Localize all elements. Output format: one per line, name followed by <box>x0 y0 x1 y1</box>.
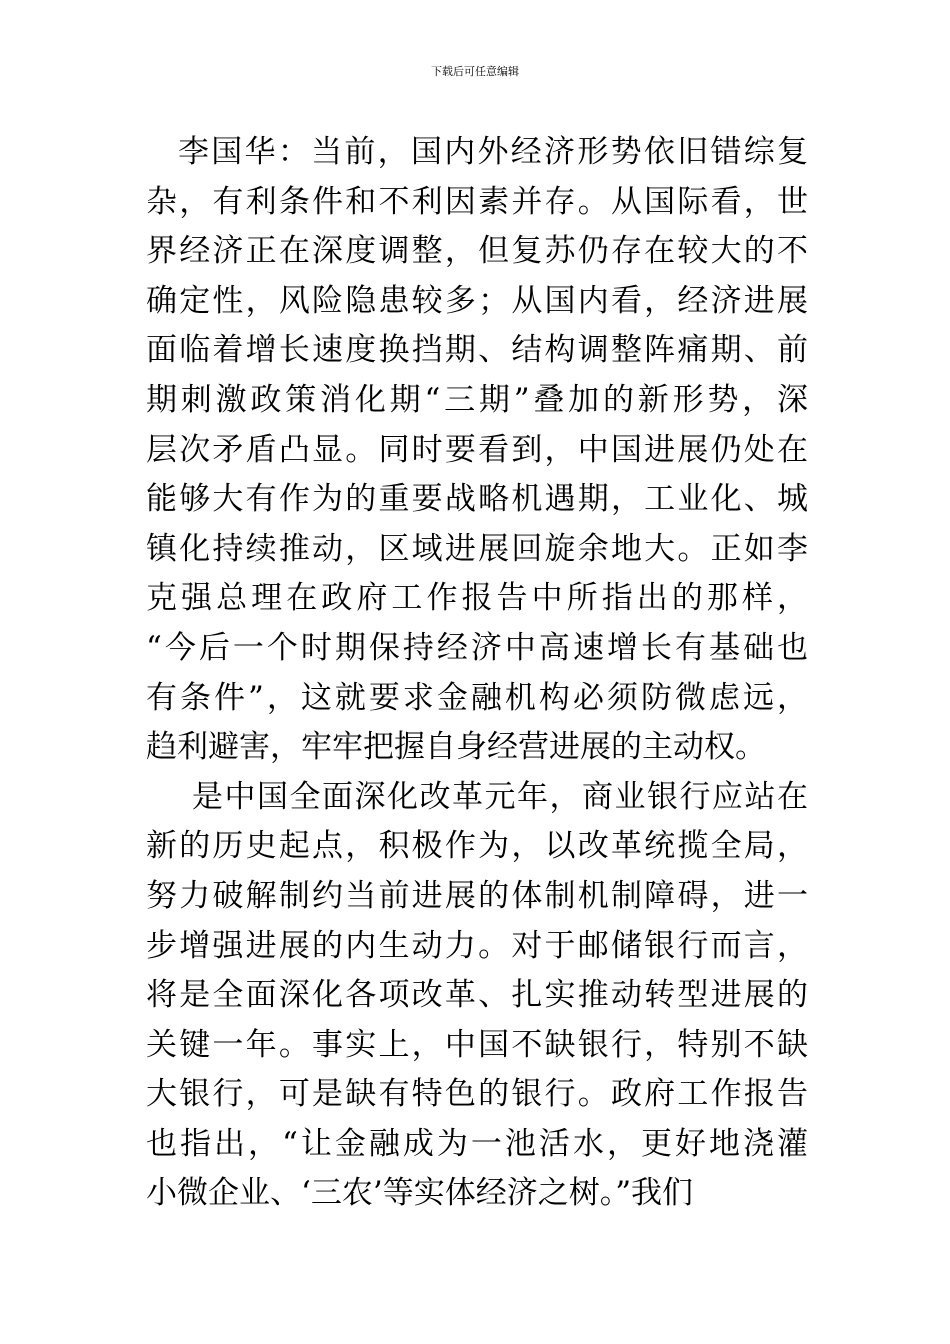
paragraph-2 <box>146 773 808 1219</box>
text-line: 有条件”，这就要求金融机构必须防微虑远， <box>146 679 808 716</box>
text-line: 杂，有利条件和不利因素并存。从国际看，世 <box>146 183 808 220</box>
text-line: 层次矛盾凸显。同时要看到，中国进展仍处在 <box>146 431 808 468</box>
text-line: 小微企业、‘三农’等实体经济之树。”我们 <box>146 1175 694 1212</box>
text-line: 新的历史起点，积极作为，以改革统揽全局， <box>146 828 808 865</box>
text-line: 是中国全面深化改革元年，商业银行应站在 <box>192 778 808 815</box>
text-line: 将是全面深化各项改革、扎实推动转型进展的 <box>146 977 808 1014</box>
page-header: 下载后可任意编辑 <box>431 65 519 78</box>
text-line: 镇化持续推动，区域进展回旋余地大。正如李 <box>146 530 808 567</box>
text-line: 期刺激政策消化期“三期”叠加的新形势，深 <box>146 381 808 418</box>
document-body <box>146 128 808 1219</box>
text-line: 努力破解制约当前进展的体制机制障碍，进一 <box>146 877 808 914</box>
paragraph-1 <box>146 128 808 773</box>
text-line: 克强总理在政府工作报告中所指出的那样， <box>146 580 808 617</box>
text-line: 关键一年。事实上，中国不缺银行，特别不缺 <box>146 1026 808 1063</box>
text-line: “今后一个时期保持经济中高速增长有基础也 <box>146 629 808 666</box>
text-line: 确定性，风险隐患较多；从国内看，经济进展 <box>146 282 808 319</box>
text-line: 界经济正在深度调整，但复苏仍存在较大的不 <box>146 233 808 270</box>
text-line: 也指出，“让金融成为一池活水，更好地浇灌 <box>146 1125 808 1162</box>
text-line: 步增强进展的内生动力。对于邮储银行而言， <box>146 927 808 964</box>
text-line: 能够大有作为的重要战略机遇期，工业化、城 <box>146 481 808 518</box>
text-line: 面临着增长速度换挡期、结构调整阵痛期、前 <box>146 332 808 369</box>
text-line: 趋利避害，牢牢把握自身经营进展的主动权。 <box>146 729 766 766</box>
text-line: 大银行，可是缺有特色的银行。政府工作报告 <box>146 1076 808 1113</box>
text-line: 李国华：当前，国内外经济形势依旧错综复 <box>178 134 808 170</box>
